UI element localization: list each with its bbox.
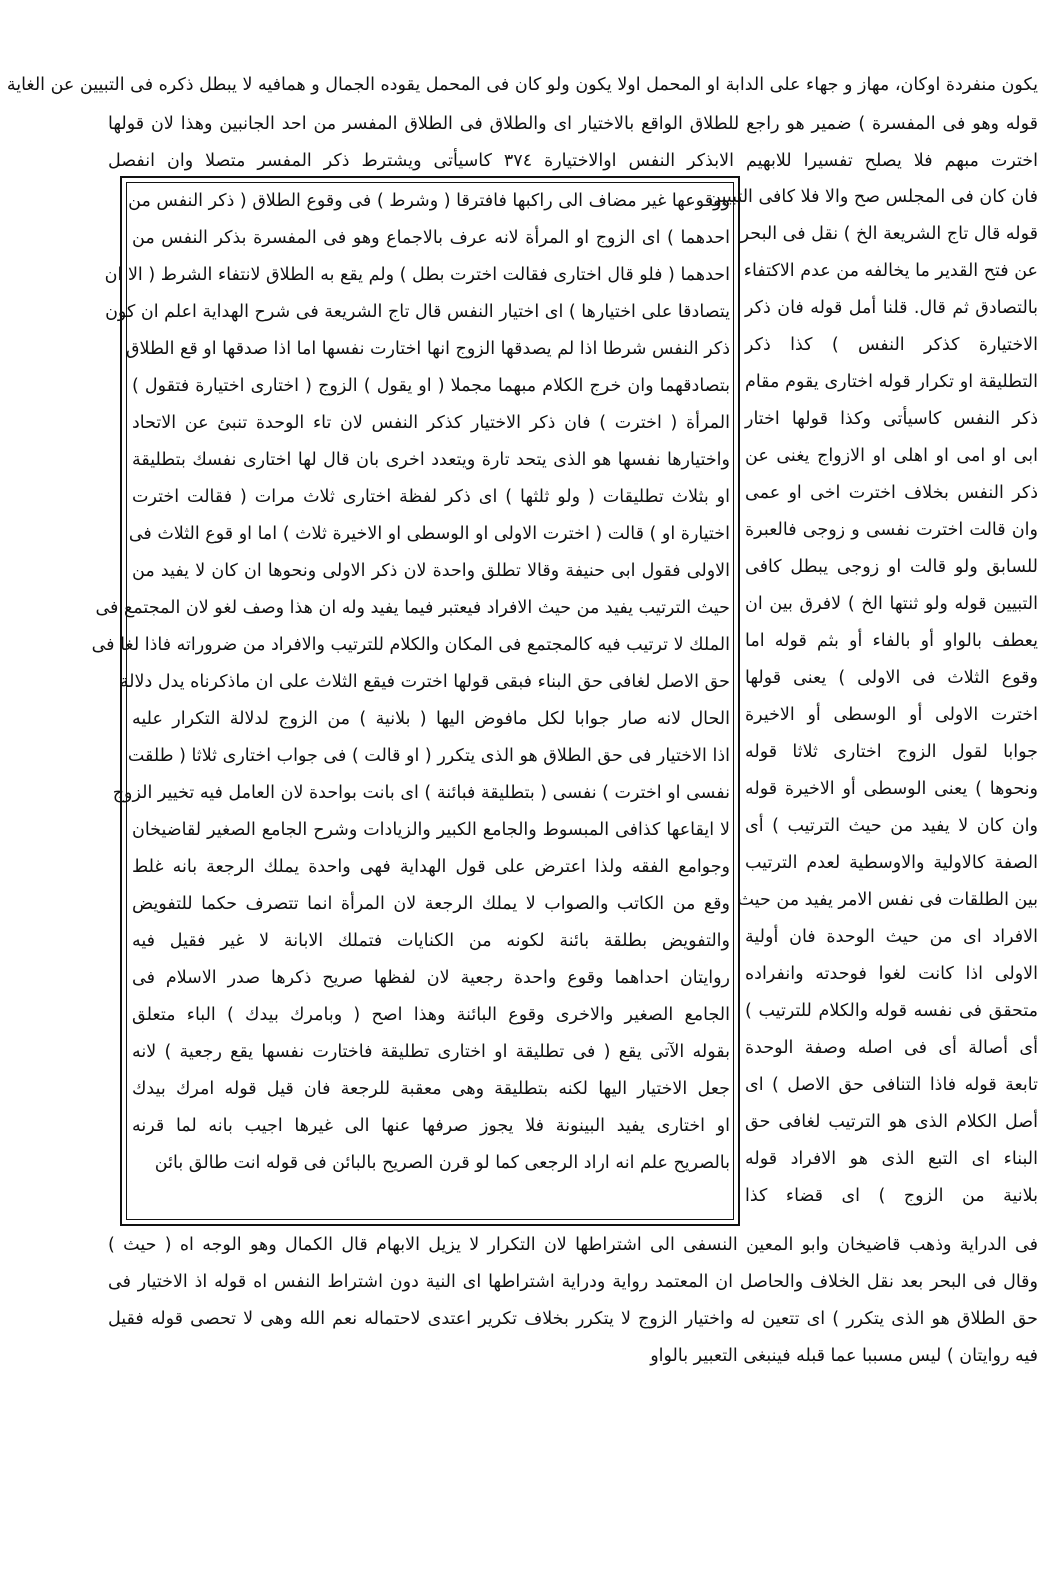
side-line: أصل الكلام الذى هو الترتيب لغافى حق bbox=[745, 1112, 1038, 1132]
side-line: وقوع الثلاث فى الاولى ) يعنى قولها bbox=[745, 668, 1038, 688]
main-line: اذا الاختيار فى حق الطلاق هو الذى يتكرر ( او قالت ) فى جواب اختارى ثلاثا ( طلقت bbox=[127, 746, 730, 766]
side-line: ابى او امى او اهلى او الازواج يغنى عن bbox=[745, 446, 1038, 466]
main-line: بتصادقهما وان خرج الكلام مبهما مجملا ( او يقول ) الزوج ( اختارى اختيارة فتقول ) bbox=[132, 376, 730, 396]
main-line: ذكر النفس شرطا اذا لم يصدقها الزوج انها اختارت نفسها اما اذا صدقها او قع الطلاق bbox=[125, 339, 730, 359]
bottom-line: حق الطلاق هو الذى يتكرر ) اى تتعين له واختيار الزوج لا يتكرر بخلاف تكرير اعتدى لاحتماله نعم الله وهى لا تحصى قوله فقيل bbox=[108, 1309, 1038, 1329]
side-line: الاختيارة كذكر النفس ) كذا ذكر bbox=[745, 335, 1038, 355]
side-line: للسابق ولو قالت او زوجى يبطل كافى bbox=[745, 557, 1038, 577]
side-line: ونحوها ) يعنى الوسطى أو الاخيرة قوله bbox=[745, 779, 1038, 799]
side-line: تابعة قوله فاذا التنافى حق الاصل ) اى bbox=[745, 1075, 1038, 1095]
top-line: قوله وهو فى المفسرة ) ضمير هو راجع للطلاق الواقع بالاختيار اى والطلاق فى الطلاق المفسر من احد الجانبين وهذا لان قولها bbox=[108, 114, 1038, 134]
side-line: فان كان فى المجلس صح والا فلا كافى التبيين bbox=[708, 187, 1038, 207]
main-line: يتصادقا على اختيارها ) اى اختيار النفس قال تاج الشريعة فى شرح الهداية اعلم ان كون bbox=[105, 302, 730, 322]
main-line: بقوله الآتى يقع ( فى تطليقة او اختارى تطليقة فاختارت نفسها يقع رجعية ) لانه bbox=[132, 1042, 730, 1062]
main-line: روايتان احداهما وقوع واحدة رجعية لان لفظها صريح ذكرها صدر الاسلام فى bbox=[132, 968, 730, 988]
bottom-line: فى الدراية وذهب قاضيخان وابو المعين النسفى الى اشتراطها لان التكرار لا يزيل الابهام قال الكمال وهو الوجه اه ( حيث ) bbox=[108, 1235, 1038, 1255]
side-line: ذكر النفس بخلاف اخترت اخى او عمى bbox=[745, 483, 1038, 503]
bottom-line: وقال فى البحر بعد نقل الخلاف والحاصل ان المعتمد رواية ودراية اشتراطها اى النية دون اشتراط النفس اه قوله اذ الاختيار فى bbox=[108, 1272, 1038, 1292]
side-line: بالتصادق ثم قال. قلنا أمل قوله فان ذكر bbox=[745, 298, 1038, 318]
main-line: اختيارة او ) قالت ( اخترت الاولى او الوسطى او الاخيرة ثلاث ) اما او قوع الثلاث فى bbox=[128, 524, 730, 544]
main-line: وجوامع الفقه ولذا اعترض على قول الهداية فهى واحدة يملك الرجعة بانه غلط bbox=[132, 857, 730, 877]
main-line: ووقوعها غير مضاف الى راكبها فافترقا ( وشرط ) فى وقوع الطلاق ( ذكر النفس من bbox=[128, 191, 730, 211]
main-line: احدهما ) اى الزوج او المرأة لانه عرف بالاجماع وهو فى المفسرة بذكر النفس من bbox=[132, 228, 730, 248]
main-line: الملك لا ترتيب فيه كالمجتمع فى المكان والكلام للترتيب والافراد من ضروراته فاذا لغا فى bbox=[91, 635, 730, 655]
main-line: واختيارها نفسها هو الذى يتحد تارة ويتعدد اخرى بان قال لها اختارى نفسك بتطليقة bbox=[132, 450, 730, 470]
side-line: وان قالت اخترت نفسى و زوجى فالعبرة bbox=[745, 520, 1038, 540]
side-line: أى أصالة أى فى اصله وصفة الوحدة bbox=[745, 1038, 1038, 1058]
side-line: الافراد اى من حيث الوحدة فان أولية bbox=[745, 927, 1038, 947]
side-line: متحقق فى نفسه قوله والكلام للترتيب ) bbox=[745, 1001, 1038, 1021]
side-line: جوابا لقول الزوج اختارى ثلاثا قوله bbox=[745, 742, 1038, 762]
side-line: وان كان لا يفيد من حيث الترتيب ) أى bbox=[745, 816, 1038, 836]
main-line: جعل الاختيار اليها لكنه بتطليقة وهى معقبة للرجعة فان قيل قوله امرك بيدك bbox=[132, 1079, 730, 1099]
main-line: والتفويض بطلقة بائنة لكونه من الكنايات فتملك الابانة لا غير فقيل فيه bbox=[132, 931, 730, 951]
side-line: اخترت الاولى أو الوسطى أو الاخيرة bbox=[745, 705, 1038, 725]
side-line: الصفة كالاولية والاوسطية لعدم الترتيب bbox=[745, 853, 1038, 873]
side-line: البناء اى التبع الذى هو الافراد قوله bbox=[745, 1149, 1038, 1169]
main-line: وقع من الكاتب والصواب لا يملك الرجعة لان المرأة انما تتصرف حكما للتفويض bbox=[132, 894, 730, 914]
side-line: التطليقة او تكرار قوله اختارى يقوم مقام bbox=[745, 372, 1038, 392]
side-line: يعطف بالواو أو بالفاء أو بثم قوله اما bbox=[745, 631, 1038, 651]
bottom-line: فيه روايتان ) ليس مسببا عما قبله فينبغى التعبير بالواو bbox=[650, 1346, 1038, 1366]
top-line: اخترت مبهم فلا يصلح تفسيرا للابهيم الابذكر النفس اوالاختيارة ٣٧٤ كاسيأتى ويشترط ذكر المفسر متصلا وان انفصل bbox=[108, 151, 1038, 171]
side-line: بين الطلقات فى نفس الامر يفيد من حيث bbox=[737, 890, 1038, 910]
main-line: حيث الترتيب يفيد من حيث الافراد فيعتبر فيما يفيد وله ان هذا وصف لغو لان المجتمع فى bbox=[95, 598, 730, 618]
side-line: عن فتح القدير ما يخالفه من عدم الاكتفاء bbox=[743, 261, 1038, 281]
main-line: الحال لانه صار جوابا لكل مافوض اليها ( بلانية ) من الزوج لدلالة التكرار عليه bbox=[132, 709, 730, 729]
main-line: بالصريح علم انه اراد الرجعى كما لو قرن الصريح بالبائن فى قوله انت طالق بائن bbox=[154, 1153, 730, 1173]
main-line: نفسى او اخترت ) نفسى ( بتطليقة فبائنة ) اى بانت بواحدة لان العامل فيه تخيير الزوج bbox=[112, 783, 730, 803]
side-line: بلانية من الزوج ) اى قضاء كذا bbox=[745, 1186, 1038, 1206]
main-line: حق الاصل لغافى حق البناء فبقى قولها اخترت فيقع الثلاث على ان ماذكرناه يدل دلالة bbox=[119, 672, 730, 692]
side-line: قوله قال تاج الشريعة الخ ) نقل فى البحر bbox=[740, 224, 1038, 244]
side-line: ذكر النفس كاسيأتى وكذا قولها اختار bbox=[745, 409, 1038, 429]
main-line: الاولى فقول ابى حنيفة وقالا تطلق واحدة لان ذكر الاولى ونحوها ان كان لا يفيد من bbox=[132, 561, 730, 581]
side-line: الاولى اذا كانت لغوا فوحدته وانفراده bbox=[745, 964, 1038, 984]
top-line: يكون منفردة اوكان، مهاز و جهاء على الدابة او المحمل اولا يكون ولو كان فى المحمل يقوده الجمال و همافيه لا يبطل ذكره فى التبيين عن الغاية bbox=[6, 75, 1038, 95]
main-line: لا ايقاعها كذافى المبسوط والجامع الكبير والزيادات وشرح الجامع الصغير لقاضيخان bbox=[132, 820, 730, 840]
main-line: او بثلاث تطليقات ( ولو ثلثها ) اى ذكر لفظة اختارى ثلاث مرات ( فقالت اخترت bbox=[132, 487, 730, 507]
main-line: الجامع الصغير والاخرى وقوع البائنة وهذا اصح ( وبامرك بيدك ) الباء متعلق bbox=[132, 1005, 730, 1025]
side-line: التبيين قوله ولو ثنتها الخ ) لافرق بين ان bbox=[745, 594, 1038, 614]
main-line: احدهما ( فلو قال اختارى فقالت اخترت بطل ) ولم يقع به الطلاق لانتفاء الشرط ( الا ان bbox=[104, 265, 730, 285]
main-line: المرأة ( اخترت ) فان ذكر الاختيار كذكر النفس لان تاء الوحدة تنبئ عن الاتحاد bbox=[132, 413, 730, 433]
main-line: او اختارى يفيد البينونة فلا يجوز صرفها عنها الى غيرها اجيب بانه لما قرنه bbox=[132, 1116, 730, 1136]
